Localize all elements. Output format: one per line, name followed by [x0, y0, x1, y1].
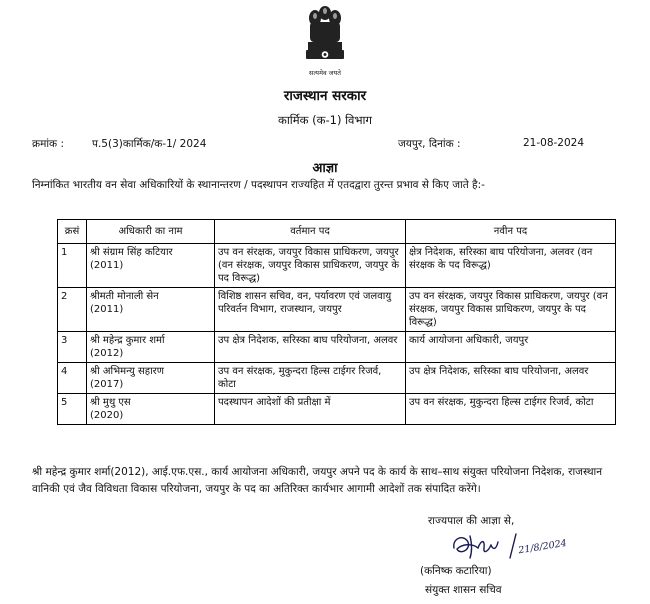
- state-emblem-icon: [303, 4, 347, 82]
- table-row: [58, 332, 616, 363]
- government-title: राजस्थान सरकार: [283, 88, 367, 104]
- row-current-post: उप वन संरक्षक, मुकुन्दरा हिल्स टाईगर रिजर्व, कोटा: [215, 363, 406, 394]
- officer-batch-year: (2017): [90, 379, 124, 390]
- officer-batch-year: (2020): [90, 410, 124, 421]
- table-row: [58, 244, 616, 288]
- table-row: [58, 394, 616, 425]
- place-date-label: जयपुर, दिनांक :: [398, 138, 461, 150]
- handwritten-signature-icon: [448, 528, 576, 562]
- officer-name: श्री अभिमन्यु सहारण: [90, 366, 164, 377]
- row-new-post: उप वन संरक्षक, मुकुन्दरा हिल्स टाईगर रिजर्व, कोटा: [406, 394, 616, 425]
- row-officer: [87, 363, 215, 394]
- order-heading: आज्ञा: [312, 161, 338, 176]
- row-serial: 2: [58, 288, 87, 332]
- signer-name: (कनिष्क कटारिया): [420, 565, 492, 577]
- row-serial: 1: [58, 244, 87, 288]
- officer-batch-year: (2011): [90, 304, 124, 315]
- officer-batch-year: (2011): [90, 260, 124, 271]
- row-current-post: उप क्षेत्र निदेशक, सरिस्का बाघ परियोजना, अलवर: [215, 332, 406, 363]
- officer-name: श्री संग्राम सिंह कटियार: [90, 247, 173, 258]
- transfer-table: [57, 219, 616, 425]
- officer-name: श्री मुथु एस: [90, 397, 131, 408]
- department-title: कार्मिक (क-1) विभाग: [278, 113, 372, 127]
- order-number-label: क्रमांक :: [32, 138, 65, 150]
- officer-batch-year: (2012): [90, 348, 124, 359]
- intro-paragraph: निम्नांकित भारतीय वन सेवा अधिकारियों के स्थानान्तरण / पदस्थापन राज्यहित में एतदद्वारा तुरन्त प्रभाव से किए जाते है:-: [32, 179, 485, 191]
- signer-designation: संयुक्त शासन सचिव: [425, 584, 502, 596]
- officer-name: श्री महेन्द्र कुमार शर्मा: [90, 335, 165, 346]
- row-current-post: विशिष्ठ शासन सचिव, वन, पर्यावरण एवं जलवायु परिवर्तन विभाग, राजस्थान, जयपुर: [215, 288, 406, 332]
- row-new-post: उप क्षेत्र निदेशक, सरिस्का बाघ परियोजना, अलवर: [406, 363, 616, 394]
- row-serial: 5: [58, 394, 87, 425]
- row-serial: 4: [58, 363, 87, 394]
- row-current-post: पदस्थापन आदेशों की प्रतीक्षा में: [215, 394, 406, 425]
- emblem-motto: सत्यमेव जयते: [309, 69, 341, 77]
- row-officer: [87, 288, 215, 332]
- additional-charge-note: श्री महेन्द्र कुमार शर्मा(2012), आई.एफ.एस., कार्य आयोजना अधिकारी, जयपुर अपने पद के कार्य के साथ–साथ संयुक्त परियोजना निदेशक, राजस्थान वानिकी एवं जैव विविधता विकास परियोजना, जयपुर के पद का अतिरिक्त कार्यभार आगामी आदेशों तक संपादित करेंगे।: [32, 466, 603, 495]
- row-new-post: कार्य आयोजना अधिकारी, जयपुर: [406, 332, 616, 363]
- row-officer: [87, 332, 215, 363]
- header-new-post: नवीन पद: [406, 220, 616, 244]
- row-new-post: क्षेत्र निदेशक, सरिस्का बाघ परियोजना, अलवर (वन संरक्षक के पद विरूद्ध): [406, 244, 616, 288]
- header-officer-name: अधिकारी का नाम: [87, 220, 215, 244]
- row-serial: 3: [58, 332, 87, 363]
- handwritten-date: 21/8/2024: [517, 537, 568, 557]
- row-new-post: उप वन संरक्षक, जयपुर विकास प्राधिकरण, जयपुर (वन संरक्षक, जयपुर विकास प्राधिकरण, जयपुर के पद विरूद्ध): [406, 288, 616, 332]
- row-officer: [87, 394, 215, 425]
- row-current-post: उप वन संरक्षक, जयपुर विकास प्राधिकरण, जयपुर (वन संरक्षक, जयपुर विकास प्राधिकरण, जयपुर के पद विरूद्ध): [215, 244, 406, 288]
- order-date: 21-08-2024: [523, 137, 585, 149]
- row-officer: [87, 244, 215, 288]
- table-row: [58, 288, 616, 332]
- table-row: [58, 363, 616, 394]
- table-header-row: [58, 220, 616, 244]
- officer-name: श्रीमती मोनाली सेन: [90, 291, 159, 302]
- order-number: प.5(3)कार्मिक/क-1/ 2024: [92, 138, 207, 150]
- header-serial: क्रसं: [58, 220, 87, 244]
- header-current-post: वर्तमान पद: [215, 220, 406, 244]
- by-order-of-governor: राज्यपाल की आज्ञा से,: [428, 515, 515, 527]
